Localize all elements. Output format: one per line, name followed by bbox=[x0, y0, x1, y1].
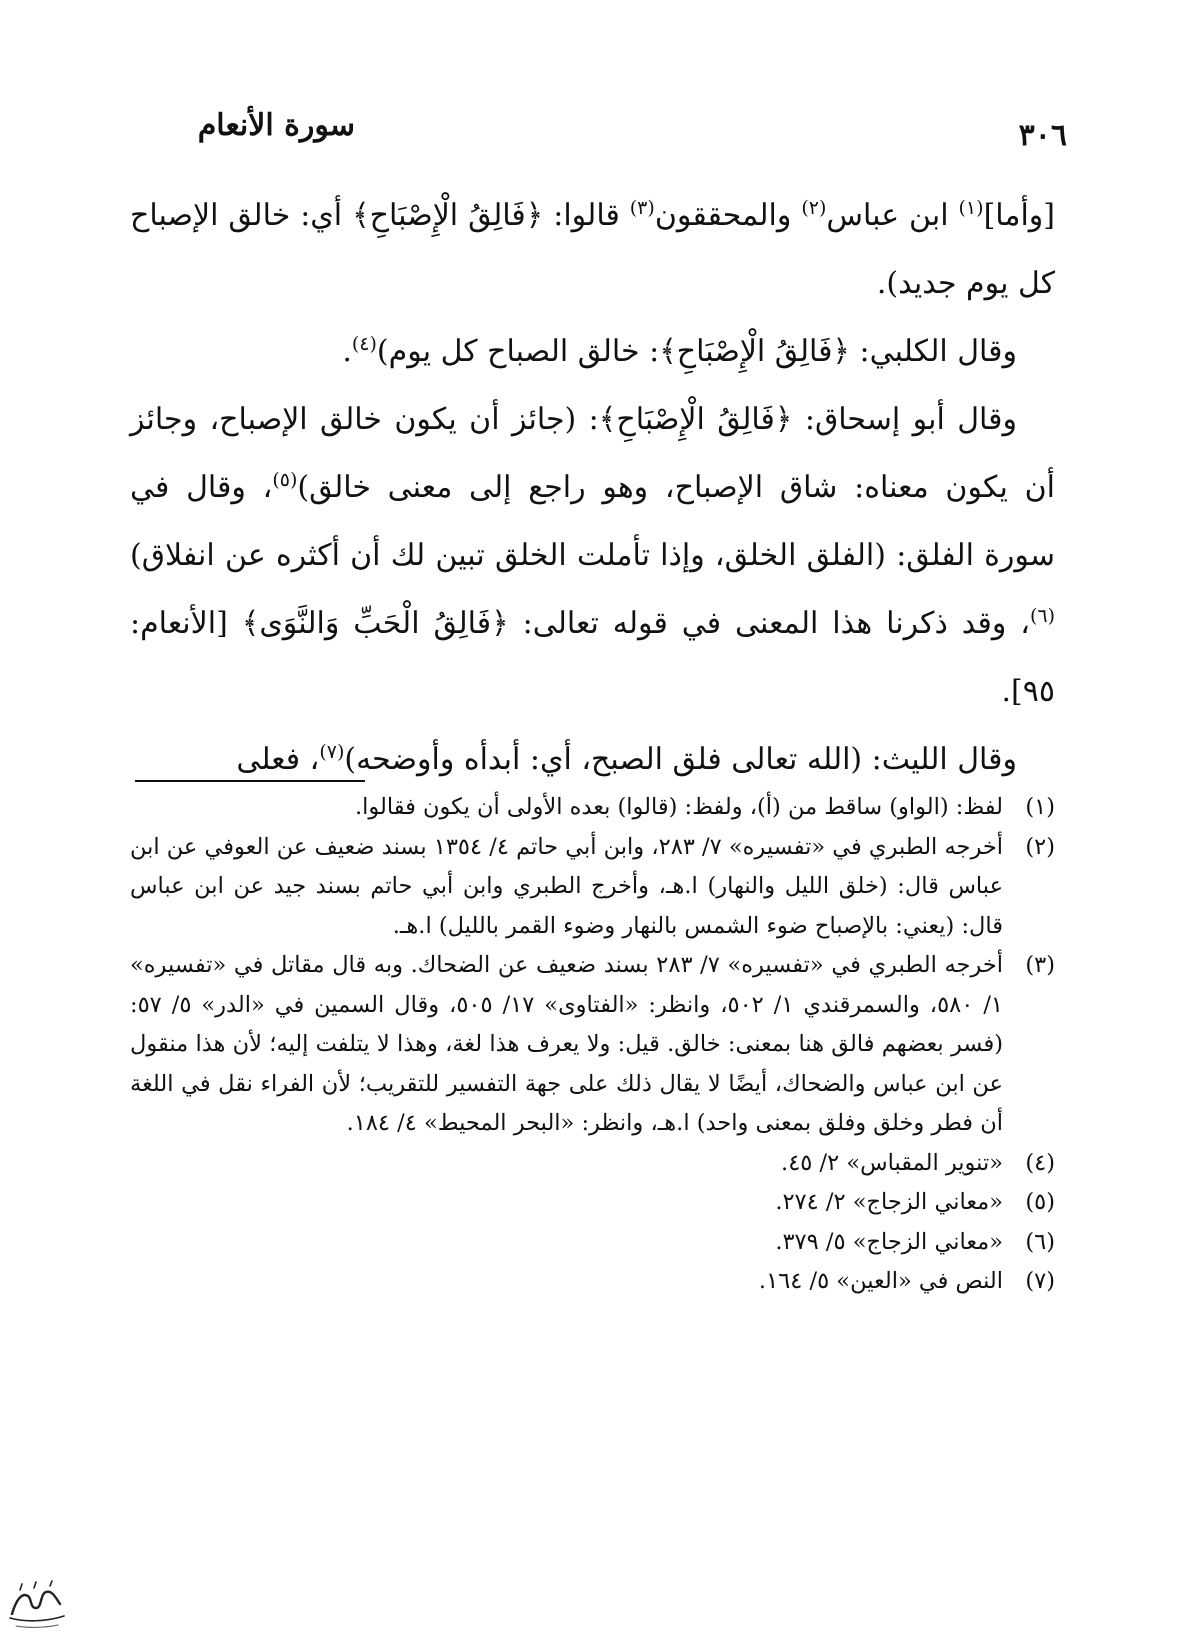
text-run: ، وقد ذكرنا هذا المعنى في قوله تعالى: bbox=[508, 606, 1030, 641]
footnote-ref: (٣) bbox=[629, 197, 655, 219]
footnote-number: (٣) bbox=[1025, 952, 1055, 978]
text-run: [وأما] bbox=[983, 198, 1056, 233]
footnote bbox=[130, 1144, 1055, 1184]
footnote bbox=[130, 1183, 1055, 1223]
text-run: وقال الكلبي: bbox=[850, 334, 1017, 369]
footnote-number: (٥) bbox=[1025, 1189, 1055, 1215]
text-run: وقال الليث: (الله تعالى فلق الصبح، أي: أبدأه وأوضحه) bbox=[344, 742, 1017, 777]
footnote bbox=[130, 1223, 1055, 1263]
text-run: ، فعلى bbox=[236, 742, 320, 777]
footnote-ref: (٥) bbox=[272, 469, 298, 491]
text-run: وقال أبو إسحاق: bbox=[792, 402, 1017, 437]
text-run: قالوا: bbox=[543, 198, 630, 233]
footnote-number: (٧) bbox=[1025, 1268, 1055, 1294]
footnotes bbox=[130, 788, 1055, 1302]
footnote bbox=[130, 788, 1055, 828]
page-number: ٣٠٦ bbox=[1018, 118, 1067, 153]
text-run: والمحققون bbox=[654, 198, 802, 233]
paragraph-2 bbox=[130, 318, 1055, 386]
footnote-text: «تنوير المقباس» ٢/ ٤٥. bbox=[781, 1149, 1003, 1176]
paragraph-4 bbox=[130, 726, 1055, 794]
quran-quote: ﴿فَالِقُ الْإِصْبَاحِ﴾ bbox=[352, 198, 544, 233]
text-run: . bbox=[342, 334, 352, 369]
footnote-text: النص في «العين» ٥/ ١٦٤. bbox=[758, 1268, 1003, 1294]
text-run: : (جائز أن يكون خالق الإصباح، وجائز أن يكون معناه: شاق الإصباح، وهو راجع إلى معنى خالق) bbox=[130, 402, 1055, 505]
footnote-text: لفظ: (الواو) ساقط من (أ)، ولفظ: (قالوا) بعده الأولى أن يكون فقالوا. bbox=[354, 794, 1003, 820]
footnote-number: (٦) bbox=[1025, 1228, 1055, 1255]
text-run: أي: خالق الإصباح كل يوم جديد). bbox=[130, 198, 1055, 301]
footnote-ref: (٢) bbox=[801, 197, 827, 219]
footnote-number: (٤) bbox=[1025, 1149, 1055, 1176]
footnote-ref: (٦) bbox=[1029, 605, 1055, 627]
footnote-ref: (٤) bbox=[351, 333, 377, 355]
footnote-number: (٢) bbox=[1025, 833, 1055, 860]
quran-quote: ﴿فَالِقُ الْإِصْبَاحِ﴾ bbox=[659, 334, 851, 369]
footnote-text: «معاني الزجاج» ٥/ ٣٧٩. bbox=[775, 1228, 1003, 1255]
text-run: ابن عباس bbox=[826, 198, 959, 233]
footnote-ref: (٧) bbox=[319, 741, 345, 763]
footnote-text: أخرجه الطبري في «تفسيره» ٧/ ٢٨٣، وابن أبي حاتم ٤/ ١٣٥٤ بسند ضعيف عن العوفي عن ابن عباس قال: (خلق الليل والنهار) ا.هـ، وأخرج الطبري وابن أبي حاتم بسند جيد عن ابن عباس قال: (يعني: بالإصباح ضوء الشمس بالنهار وضوء القمر بالليل) ا.هـ. bbox=[130, 833, 1004, 939]
library-stamp-icon bbox=[6, 1578, 68, 1630]
main-text bbox=[130, 182, 1055, 794]
footnote bbox=[130, 828, 1055, 947]
footnote bbox=[130, 1262, 1055, 1302]
quran-quote: ﴿فَالِقُ الْإِصْبَاحِ﴾ bbox=[598, 402, 793, 437]
footnote-number: (١) bbox=[1025, 794, 1055, 820]
quran-quote: ﴿فَالِقُ الْحَبِّ وَالنَّوَى﴾ bbox=[241, 606, 509, 641]
footnote-ref: (١) bbox=[958, 197, 984, 219]
footnote-text: أخرجه الطبري في «تفسيره» ٧/ ٢٨٣ بسند ضعيف عن الضحاك. وبه قال مقاتل في «تفسيره» ١/ ٥٨٠، والسمرقندي ١/ ٥٠٢، وانظر: «الفتاوى» ١٧/ ٥٠٥، وقال السمين في «الدر» ٥/ ٥٧: (فسر بعضهم فالق هنا بمعنى: خالق. قيل: ولا يعرف هذا لغة، وهذا لا يتلفت إليه؛ لأن هذا منقول عن ابن عباس والضحاك، أيضًا لا يقال ذلك على جهة التفسير للتقريب؛ لأن الفراء نقل في اللغة أن فطر وخلق وفلق بمعنى واحد) ا.هـ، وانظر: «البحر المحيط» ٤/ ١٨٤. bbox=[130, 952, 1003, 1136]
text-run: : خالق الصباح كل يوم) bbox=[376, 334, 660, 369]
footnote-separator bbox=[135, 780, 365, 782]
footnote bbox=[130, 946, 1055, 1144]
footnote-text: «معاني الزجاج» ٢/ ٢٧٤. bbox=[775, 1189, 1003, 1215]
text-run: [الأنعام: ٩٥]. bbox=[130, 606, 1055, 709]
text-run: ، وقال في سورة الفلق: (الفلق الخلق، وإذا تأملت الخلق تبين لك أن أكثره عن انفلاق) bbox=[130, 470, 1055, 573]
paragraph-1 bbox=[130, 182, 1055, 318]
running-title: سورة الأنعام bbox=[197, 108, 355, 143]
paragraph-3 bbox=[130, 386, 1055, 726]
